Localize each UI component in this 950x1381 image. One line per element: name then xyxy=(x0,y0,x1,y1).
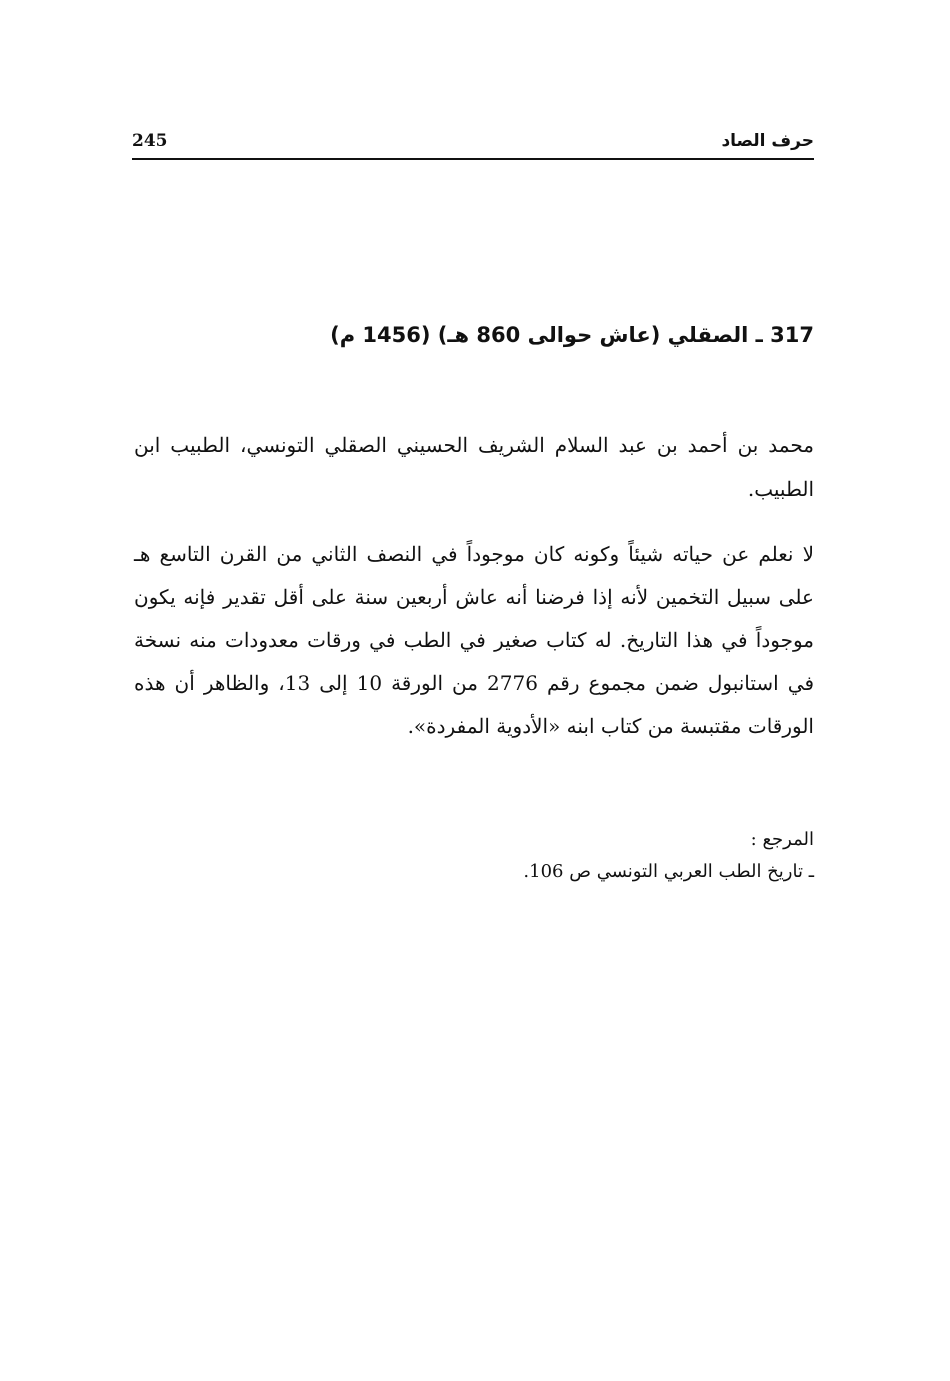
page-header xyxy=(132,128,814,160)
entry-paragraph-2: لا نعلم عن حياته شيئاً وكونه كان موجوداً في النصف الثاني من القرن التاسع هـ على سبيل التخمين لأنه إذا فرضنا أنه عاش أربعين سنة على أقل تقدير فإنه يكون موجوداً في هذا التاريخ. له كتاب صغير في الطب في ورقات معدودات منه نسخة في استانبول ضمن مجموع رقم 2776 من الورقة 10 إلى 13، والظاهر أن هذه الورقات مقتبسة من كتاب ابنه «الأدوية المفردة». xyxy=(134,542,815,738)
references-list xyxy=(314,856,814,888)
page-number: 245 xyxy=(132,131,168,151)
entry-title: 317 ـ الصقلي (عاش حوالى 860 هـ) (1456 م) xyxy=(330,323,814,347)
references xyxy=(314,824,814,888)
reference-item: ـ تاريخ الطب العربي التونسي ص 106. xyxy=(523,861,814,882)
references-heading: المرجع : xyxy=(750,829,814,850)
entry-paragraph-1: محمد بن أحمد بن عبد السلام الشريف الحسيني الصقلي التونسي، الطبيب ابن الطبيب. xyxy=(134,433,814,501)
running-head: حرف الصاد xyxy=(721,131,814,151)
header-rule xyxy=(132,158,814,160)
